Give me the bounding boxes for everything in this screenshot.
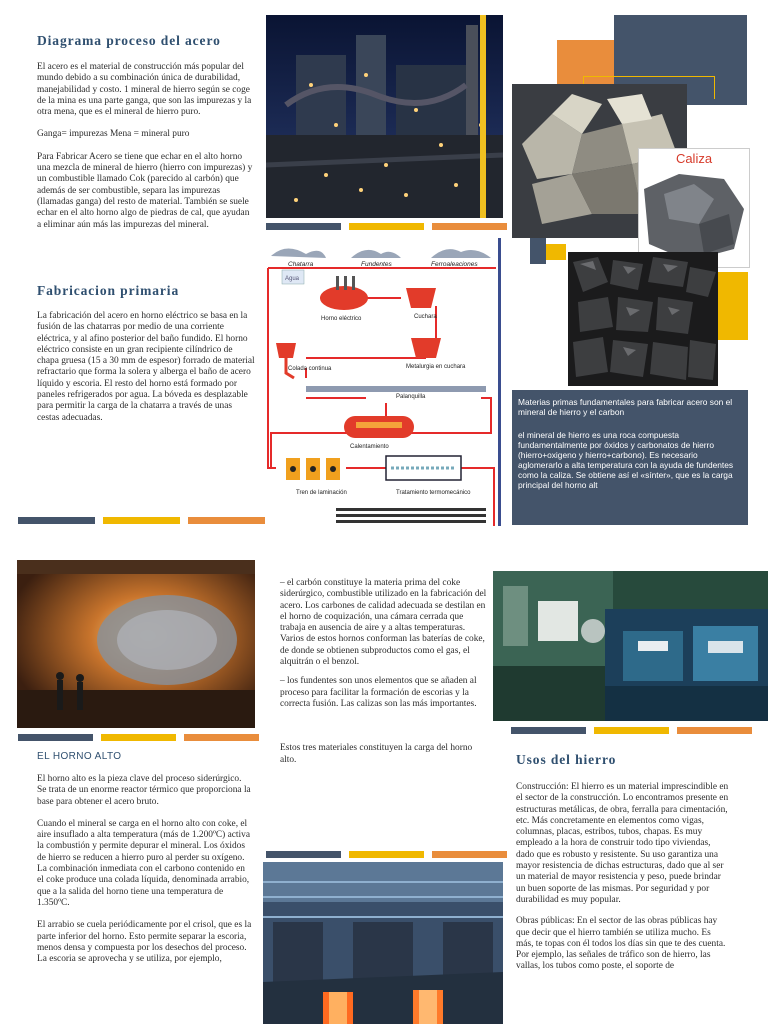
paragraph: Estos tres materiales constituyen la carga del horno alto. — [280, 743, 473, 765]
section-blast-furnace — [37, 751, 252, 965]
paragraph: – el carbón constituye la materia prima del coke siderúrgico, combustible utilizado en la fabricación del acero. Los carbones de calidad adecuada se destilan en el horno de coquización, una cámara cerrada que trabaja en ausencia de aire y a altas temperaturas. Varios de estos hornos conforman las baterías de coke, de donde se obtienen subproductos como el gas, el alquitrán o el benzol. — [280, 578, 487, 668]
decor-block-yellow-small — [546, 244, 566, 260]
caliza-label: Caliza — [675, 151, 713, 166]
paragraph: La fabricación del acero en horno eléctrico se basa en la fusión de las chatarras por medio de una corriente eléctrica, y al afino posterior del baño fundido. El horno eléctrico consiste en un gran recipiente cilíndrico de chapa gruesa (15 a 30 mm de espesor) forrado de material refractario que forma la solera y alberga el baño de acero líquido y escoria. El resto del horno está formado por paneles refrigerados por agua. La bóveda es desplazable para permitir la carga de la chatarra a través de unas cestas adecuadas. — [37, 311, 255, 423]
paragraph: El acero es el material de construcción más popular del mundo debido a su combinación única de durabilidad, manejabilidad y costo. 1 mineral de hierro según se coge de la mina es una parte ganga, que son las impurezas y la otra mena, que es el mineral de hierro puro. — [37, 62, 252, 118]
furnace-photo — [17, 560, 255, 728]
color-bars — [511, 727, 752, 734]
paragraph: el mineral de hierro es una roca compuesta fundamentalmente por óxidos y carbonatos de hierro (hierro+oxigeno y hierro+carbono). Es necesario aglomerarlo a alta temperatura con la ayuda de fundentes como la caliza. Se obtiene así el «sínter», que es la carga principal del horno alt — [518, 430, 734, 490]
paragraph: El arrabio se cuela periódicamente por el crisol, que es la parte inferior del horno. Esto permite separar la escoria, menos densa y compuesta por los desechos del proceso. La escoria se aprovecha y se utiliza, por ejemplo, — [37, 920, 252, 965]
decor-block-yellow-right — [718, 272, 748, 340]
section-title-process: Diagrama proceso del acero — [37, 33, 221, 48]
factory-photo — [493, 571, 768, 721]
section-process-diagram — [37, 33, 255, 231]
coal-photo — [568, 252, 718, 386]
paragraph: El horno alto es la pieza clave del proceso siderúrgico. Se trata de un enorme reactor térmico que proporciona la base para obtener el acero bruto. — [37, 774, 251, 807]
rolling-mill-photo — [263, 862, 503, 1024]
diagram-label-horno: Horno eléctrico — [321, 316, 362, 322]
diagram-label-cuchara: Cuchara — [414, 314, 437, 320]
paragraph: Cuando el mineral se carga en el horno alto con coke, el aire insuflado a alta temperatura (más de 1.200ºC) activa la combustión y permite depurar el mineral. Los óxidos de hierro se reducen a hierro puro al perder su oxígeno. La combinación inmediata con el carbono contenido en el coke produce una colada líquida, denominada arrabio, que a la salida del horno tiene una temperatura de 1.350ºC. — [37, 818, 250, 908]
caliza-card — [638, 148, 750, 268]
limestone-photo — [639, 169, 749, 265]
process-diagram — [266, 238, 503, 526]
paragraph: Materias primas fundamentales para fabricar acero son el mineral de hierro y el carbon — [518, 397, 733, 417]
diagram-label-tren: Tren de laminación — [296, 490, 347, 496]
color-bars — [266, 851, 507, 858]
paragraph: Construcción: El hierro es un material imprescindible en el sector de la construcción. Lo encontramos presente en estructuras metálicas, de obra, ferralla para cimentación, etc. Más concretamente en elementos como vigas, columnas, placas, estribos, tubos, chapas. Es muy empleado a la hora de construir todo tipo viviendas, dado que es robusto y resistente. Su uso garantiza una mayor resistencia de dichas estructuras, dado que al ser un material de mayor resistencia y peso, puede brindar un buen soporte de las mismas. Por seguridad y por durabilidad es muy popular. — [516, 782, 729, 905]
diagram-label-colada: Colada continua — [288, 366, 332, 372]
diagram-label-fundentes: Fundentes — [361, 261, 392, 268]
steel-plant-photo — [266, 15, 503, 218]
section-primary-fabrication — [37, 283, 255, 424]
section-title-usos: Usos del hierro — [516, 752, 617, 767]
diagram-label-palanquilla: Palanquilla — [396, 394, 426, 400]
diagram-label-chatarra: Chatarra — [288, 261, 314, 268]
section-iron-uses — [516, 752, 730, 973]
paragraph: Obras públicas: En el sector de las obras públicas hay que decir que el hierro también se utiliza mucho. Es más, te topas con él todos los días sin que te des cuenta. Por ejemplo, las señales de tráfico son de hierro, las vallas, los tubos como poste, el soporte de — [516, 916, 726, 972]
section-title-horno-alto: EL HORNO ALTO — [37, 751, 122, 762]
decor-block-navy-small — [530, 238, 546, 264]
section-carbon — [280, 578, 490, 766]
color-bars — [18, 734, 259, 741]
diagram-label-ferroaleaciones: Ferroaleaciones — [431, 261, 478, 268]
color-bars — [18, 517, 265, 524]
paragraph: Ganga= impurezas Mena = mineral puro — [37, 129, 190, 140]
diagram-label-agua: Agua — [285, 276, 300, 282]
diagram-label-metalurgia: Metalurgia en cuchara — [406, 364, 466, 370]
paragraph: Para Fabricar Acero se tiene que echar en el alto horno una mezcla de mineral de hierro (hierro con impurezas) y un combustible llamado Cok (parecido al carbón) que además de ser combustible, separa las impurezas (llamadas ganga) del resto de material. También se suele echar en el alto horno algo de piedras de cal, que ayudan a eliminar aún más las impurezas del mineral. — [37, 151, 253, 230]
diagram-label-tratamiento: Tratamiento termomecánico — [396, 490, 471, 496]
paragraph: – los fundentes son unos elementos que se añaden al proceso para facilitar la formación de escorias y la correcta fusión. Las calizas son las más importantes. — [280, 676, 477, 709]
section-title-primary: Fabricacion primaria — [37, 283, 180, 298]
color-bars — [266, 223, 507, 230]
diagram-label-calentamiento: Calentamiento — [350, 444, 389, 450]
raw-materials-box — [512, 390, 748, 525]
